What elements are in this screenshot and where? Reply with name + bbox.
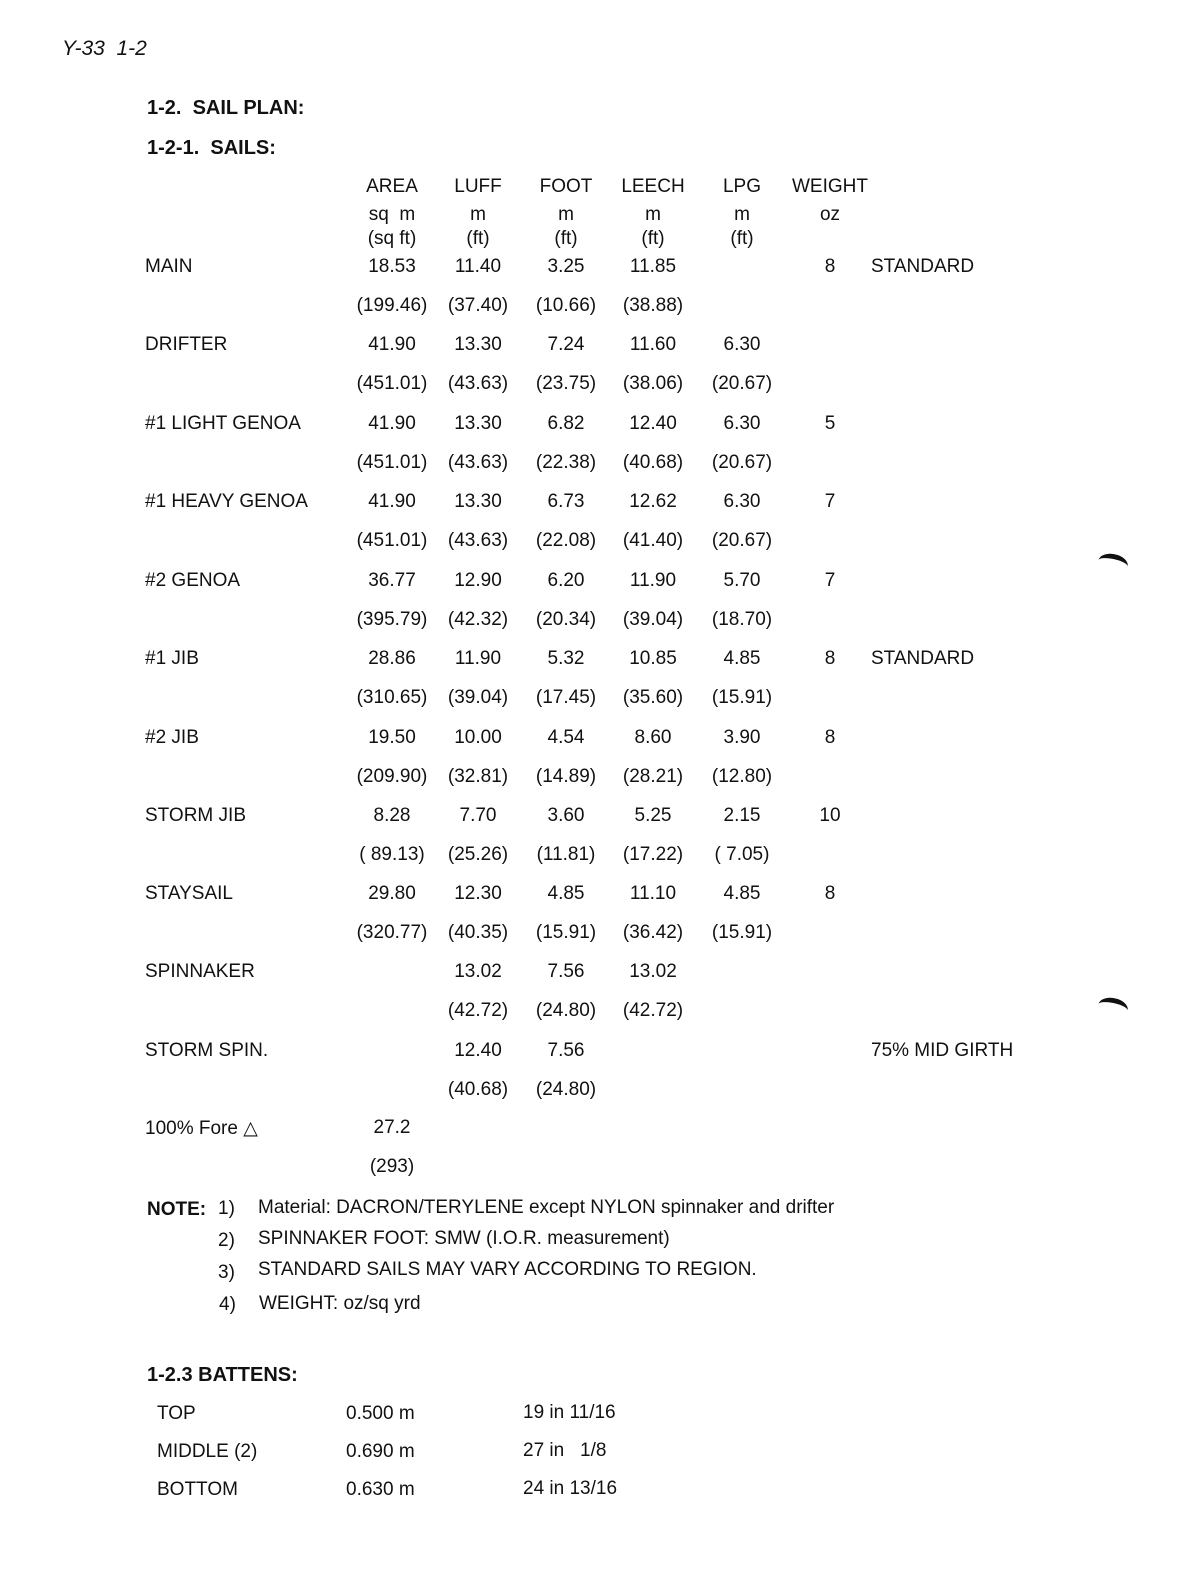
col-header-lpg: LPG (722, 176, 762, 197)
sail-leech-ft: (41.40) (622, 530, 684, 551)
sail-leech-ft: (36.42) (622, 922, 684, 943)
col-unit-alt-foot: (ft) (554, 228, 578, 249)
sail-foot-ft: (23.75) (535, 373, 597, 394)
sail-leech: 5.25 (634, 805, 672, 826)
sail-area-ft: (395.79) (356, 609, 428, 630)
sail-leech: 11.60 (629, 334, 677, 355)
batten-name: MIDDLE (2) (157, 1441, 258, 1462)
sail-weight: 8 (824, 256, 836, 277)
notes-label: NOTE: (147, 1199, 207, 1220)
sail-leech-ft: (17.22) (622, 844, 684, 865)
sail-area-ft: (320.77) (356, 922, 428, 943)
sail-foot-ft: (24.80) (535, 1000, 597, 1021)
sail-foot-ft: (22.08) (535, 530, 597, 551)
sail-area-ft: (199.46) (356, 295, 428, 316)
sail-lpg-ft: (20.67) (711, 373, 773, 394)
sail-leech-ft: (40.68) (622, 452, 684, 473)
sail-leech-ft: (38.88) (622, 295, 684, 316)
sail-area-ft: ( 89.13) (359, 844, 425, 865)
sail-area-ft: (451.01) (356, 373, 428, 394)
sail-foot: 4.85 (547, 883, 585, 904)
sail-luff: 13.30 (454, 491, 502, 512)
sail-name: MAIN (145, 256, 193, 277)
sail-foot: 5.32 (547, 648, 585, 669)
note-text: STANDARD SAILS MAY VARY ACCORDING TO REGION. (258, 1259, 757, 1280)
note-number: 3) (218, 1262, 235, 1283)
sail-luff-ft: (42.32) (447, 609, 509, 630)
sail-luff: 10.00 (454, 727, 502, 748)
sail-area-ft: (310.65) (356, 687, 428, 708)
sail-leech: 12.62 (629, 491, 677, 512)
sail-leech: 11.10 (629, 883, 677, 904)
battens-title: 1-2.3 BATTENS: (147, 1364, 298, 1386)
batten-metric: 0.500 m (346, 1403, 415, 1424)
sail-foot-ft: (15.91) (535, 922, 597, 943)
batten-imperial: 27 in 1/8 (523, 1440, 607, 1461)
sail-foot-ft: (17.45) (535, 687, 597, 708)
punch-mark-icon (1096, 551, 1129, 576)
col-unit-alt-leech: (ft) (641, 228, 665, 249)
sail-lpg-ft: (15.91) (711, 687, 773, 708)
sail-lpg: 2.15 (723, 805, 761, 826)
sail-luff: 12.90 (454, 570, 502, 591)
sail-foot-ft: (10.66) (535, 295, 597, 316)
col-header-luff: LUFF (454, 176, 502, 197)
sail-area: 41.90 (368, 413, 416, 434)
sail-weight: 10 (819, 805, 841, 826)
sail-area-ft: (451.01) (356, 530, 428, 551)
sail-weight: 8 (824, 727, 836, 748)
sail-area: 27.2 (373, 1117, 411, 1138)
sail-lpg: 4.85 (723, 648, 761, 669)
sail-foot: 7.56 (547, 1040, 585, 1061)
sail-name: 100% Fore △ (145, 1118, 258, 1139)
sail-leech-ft: (38.06) (622, 373, 684, 394)
sail-foot-ft: (22.38) (535, 452, 597, 473)
sail-luff-ft: (43.63) (447, 373, 509, 394)
note-number: 1) (218, 1198, 235, 1219)
sail-luff-ft: (37.40) (447, 295, 509, 316)
sail-lpg: 3.90 (723, 727, 761, 748)
sail-leech-ft: (35.60) (622, 687, 684, 708)
sail-leech-ft: (42.72) (622, 1000, 684, 1021)
sail-luff: 12.30 (454, 883, 502, 904)
sail-name: STAYSAIL (145, 883, 233, 904)
sail-lpg: 5.70 (723, 570, 761, 591)
note-text: SPINNAKER FOOT: SMW (I.O.R. measurement) (258, 1228, 670, 1249)
sail-area-ft: (209.90) (356, 766, 428, 787)
subsection-title: 1-2-1. SAILS: (147, 137, 276, 159)
batten-name: BOTTOM (157, 1479, 238, 1500)
sail-name: #1 LIGHT GENOA (145, 413, 301, 434)
batten-imperial: 24 in 13/16 (523, 1478, 618, 1499)
sail-luff: 7.70 (459, 805, 497, 826)
batten-imperial: 19 in 11/16 (523, 1402, 616, 1423)
sail-weight: 7 (824, 491, 836, 512)
sail-lpg-ft: (12.80) (711, 766, 773, 787)
col-unit-foot: m (558, 204, 574, 225)
sail-luff-ft: (40.68) (447, 1079, 509, 1100)
sail-luff: 11.90 (454, 648, 502, 669)
sail-area: 8.28 (373, 805, 411, 826)
col-unit-weight: oz (819, 204, 841, 225)
col-unit-luff: m (470, 204, 486, 225)
sail-area: 36.77 (368, 570, 416, 591)
sail-area: 28.86 (368, 648, 416, 669)
sail-luff-ft: (40.35) (447, 922, 509, 943)
sail-luff-ft: (32.81) (447, 766, 509, 787)
sail-luff: 13.30 (454, 413, 502, 434)
note-text: Material: DACRON/TERYLENE except NYLON spinnaker and drifter (258, 1197, 835, 1218)
sail-weight: 8 (824, 883, 836, 904)
sail-leech: 8.60 (634, 727, 672, 748)
sail-lpg-ft: (20.67) (711, 452, 773, 473)
note-text: WEIGHT: oz/sq yrd (259, 1293, 421, 1314)
sail-luff-ft: (42.72) (447, 1000, 509, 1021)
sail-name: STORM SPIN. (145, 1040, 269, 1061)
col-header-weight: WEIGHT (792, 176, 868, 197)
sail-name: SPINNAKER (145, 961, 255, 982)
page-id: Y-33 1-2 (62, 37, 147, 60)
sail-foot: 6.82 (547, 413, 585, 434)
sail-name: #2 GENOA (145, 570, 241, 591)
sail-area: 41.90 (368, 334, 416, 355)
sail-area: 29.80 (368, 883, 416, 904)
sail-foot: 7.24 (547, 334, 585, 355)
sail-lpg: 6.30 (723, 413, 761, 434)
sail-lpg: 4.85 (723, 883, 761, 904)
sail-luff: 11.40 (454, 256, 502, 277)
col-unit-area: sq m (368, 204, 416, 225)
sail-leech: 10.85 (629, 648, 677, 669)
note-number: 2) (218, 1230, 235, 1251)
sail-foot-ft: (24.80) (535, 1079, 597, 1100)
sail-leech: 11.90 (629, 570, 677, 591)
sail-lpg-ft: ( 7.05) (714, 844, 770, 865)
batten-metric: 0.630 m (346, 1479, 415, 1500)
batten-name: TOP (157, 1403, 196, 1424)
sail-area-ft: (451.01) (356, 452, 428, 473)
sail-weight: 8 (824, 648, 836, 669)
sail-remark: STANDARD (871, 256, 975, 277)
sail-name: DRIFTER (145, 334, 228, 355)
sail-foot: 6.73 (547, 491, 585, 512)
sail-foot: 6.20 (547, 570, 585, 591)
sail-name: STORM JIB (145, 805, 246, 826)
sail-leech-ft: (28.21) (622, 766, 684, 787)
col-unit-lpg: m (734, 204, 750, 225)
sail-foot: 3.60 (547, 805, 585, 826)
sail-luff-ft: (25.26) (447, 844, 509, 865)
sail-lpg-ft: (18.70) (711, 609, 773, 630)
sail-area: 41.90 (368, 491, 416, 512)
sail-name: #2 JIB (145, 727, 199, 748)
col-header-leech: LEECH (621, 176, 685, 197)
sail-weight: 5 (824, 413, 836, 434)
sail-foot-ft: (20.34) (535, 609, 597, 630)
sail-lpg-ft: (20.67) (711, 530, 773, 551)
batten-metric: 0.690 m (346, 1441, 415, 1462)
section-title: 1-2. SAIL PLAN: (147, 97, 305, 119)
sail-luff-ft: (43.63) (447, 530, 509, 551)
sail-luff-ft: (43.63) (447, 452, 509, 473)
sail-luff: 13.30 (454, 334, 502, 355)
sail-area: 19.50 (368, 727, 416, 748)
sail-area: 18.53 (368, 256, 416, 277)
sail-leech-ft: (39.04) (622, 609, 684, 630)
sail-foot: 4.54 (547, 727, 585, 748)
sail-lpg: 6.30 (723, 491, 761, 512)
sail-area-ft: (293) (369, 1156, 415, 1177)
sail-luff: 13.02 (454, 961, 502, 982)
sail-leech: 11.85 (629, 256, 677, 277)
col-unit-leech: m (645, 204, 661, 225)
col-header-area: AREA (366, 176, 418, 197)
col-unit-alt-area: (sq ft) (367, 228, 417, 249)
sail-name: #1 JIB (145, 648, 199, 669)
sail-weight: 7 (824, 570, 836, 591)
sail-foot: 3.25 (547, 256, 585, 277)
punch-mark-icon (1096, 995, 1129, 1020)
sail-leech: 12.40 (629, 413, 677, 434)
sail-lpg-ft: (15.91) (711, 922, 773, 943)
sail-foot: 7.56 (547, 961, 585, 982)
sail-remark: 75% MID GIRTH (871, 1040, 1014, 1061)
sail-foot-ft: (14.89) (535, 766, 597, 787)
sail-remark: STANDARD (871, 648, 975, 669)
sail-foot-ft: (11.81) (536, 844, 596, 865)
sail-luff: 12.40 (454, 1040, 502, 1061)
note-number: 4) (219, 1294, 236, 1315)
sail-leech: 13.02 (629, 961, 677, 982)
sail-name: #1 HEAVY GENOA (145, 491, 308, 512)
col-unit-alt-luff: (ft) (466, 228, 490, 249)
col-unit-alt-lpg: (ft) (730, 228, 754, 249)
sail-luff-ft: (39.04) (447, 687, 509, 708)
col-header-foot: FOOT (539, 176, 593, 197)
sail-lpg: 6.30 (723, 334, 761, 355)
